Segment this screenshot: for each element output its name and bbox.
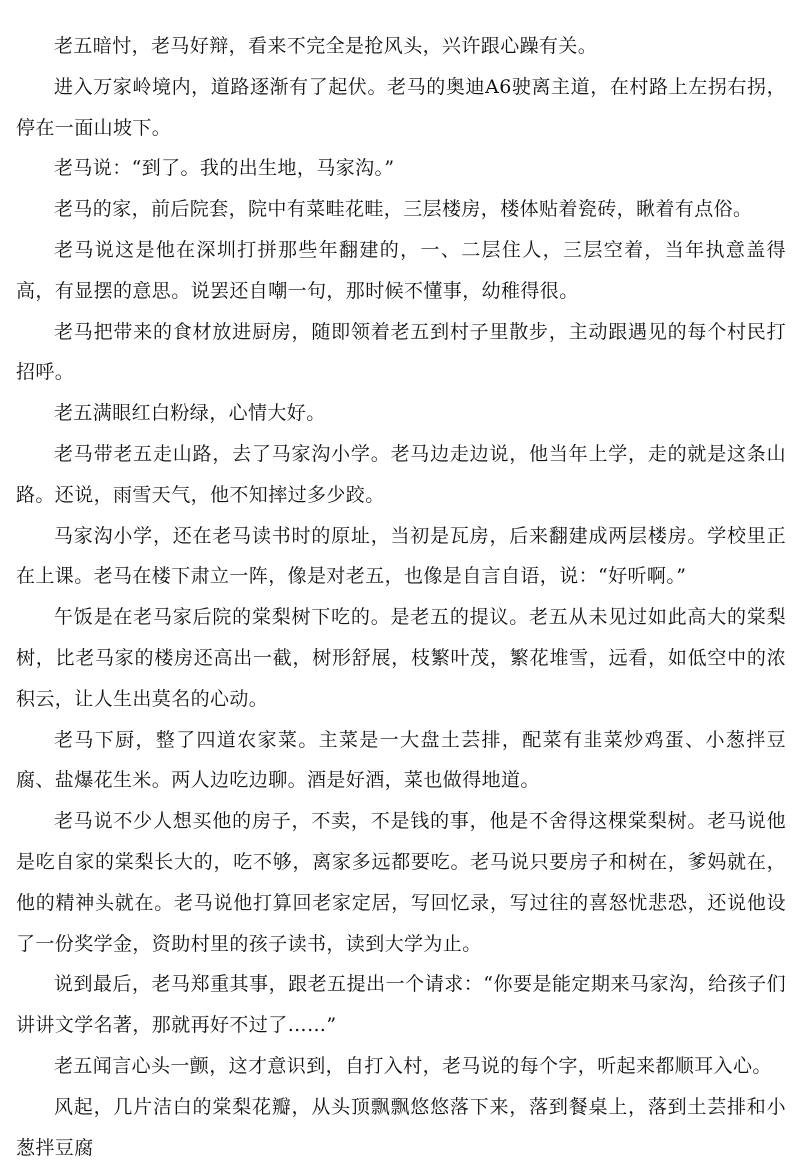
paragraph: 说到最后，老马郑重其事，跟老五提出一个请求：“你要是能定期来马家沟，给孩子们讲讲文学名著，那就再好不过了……”	[16, 973, 786, 1037]
paragraph: 老马带老五走山路，去了马家沟小学。老马边走边说，他当年上学，走的就是这条山路。还说，雨雪天气，他不知摔过多少跤。	[16, 442, 786, 506]
paragraph: 老五满眼红白粉绿，心情大好。	[54, 402, 326, 425]
paragraph: 风起，几片洁白的棠梨花瓣，从头顶飘飘悠悠落下来，落到餐桌上，落到土芸排和小葱拌豆腐	[16, 1095, 786, 1159]
paragraph: 午饭是在老马家后院的棠梨树下吃的。是老五的提议。老五从未见过如此高大的棠梨树，比老马家的楼房还高出一截，树形舒展，枝繁叶茂，繁花堆雪，远看，如低空中的浓积云，让人生出莫名的心动。	[16, 606, 786, 710]
paragraph: 马家沟小学，还在老马读书时的原址，当初是瓦房，后来翻建成两层楼房。学校里正在上课。老马在楼下肃立一阵，像是对老五，也像是自言自语，说：“好听啊。”	[16, 524, 786, 588]
paragraph: 老马把带来的食材放进厨房，随即领着老五到村子里散步，主动跟遇见的每个村民打招呼。	[16, 320, 786, 384]
paragraph: 进入万家岭境内，道路逐渐有了起伏。老马的奥迪A6驶离主道，在村路上左拐右拐，停在一面山坡下。	[16, 75, 786, 139]
paragraph: 老五闻言心头一颤，这才意识到，自打入村，老马说的每个字，听起来都顺耳入心。	[54, 1054, 772, 1077]
paragraph: 老马说这是他在深圳打拼那些年翻建的，一、二层住人，三层空着，当年执意盖得高，有显摆的意思。说罢还自嘲一句，那时候不懂事，幼稚得很。	[16, 238, 786, 302]
paragraph: 老马的家，前后院套，院中有菜畦花畦，三层楼房，楼体贴着瓷砖，瞅着有点俗。	[54, 198, 753, 221]
paragraph: 老马说不少人想买他的房子，不卖，不是钱的事，他是不舍得这棵棠梨树。老马说他是吃自家的棠梨长大的，吃不够，离家多远都要吃。老马说只要房子和树在，爹妈就在，他的精神头就在。老马说他打算回老家定居，写回忆录，写过往的喜怒忧悲恐，还说他设了一份奖学金，资助村里的孩子读书，读到大学为止。	[16, 810, 786, 955]
paragraph: 老五暗忖，老马好辩，看来不完全是抢风头，兴许跟心躁有关。	[54, 35, 598, 57]
paragraph: 老马说：“到了。我的出生地，马家沟。”	[54, 157, 395, 180]
paragraph: 老马下厨，整了四道农家菜。主菜是一大盘土芸排，配菜有韭菜炒鸡蛋、小葱拌豆腐、盐爆花生米。两人边吃边聊。酒是好酒，菜也做得地道。	[16, 728, 786, 792]
